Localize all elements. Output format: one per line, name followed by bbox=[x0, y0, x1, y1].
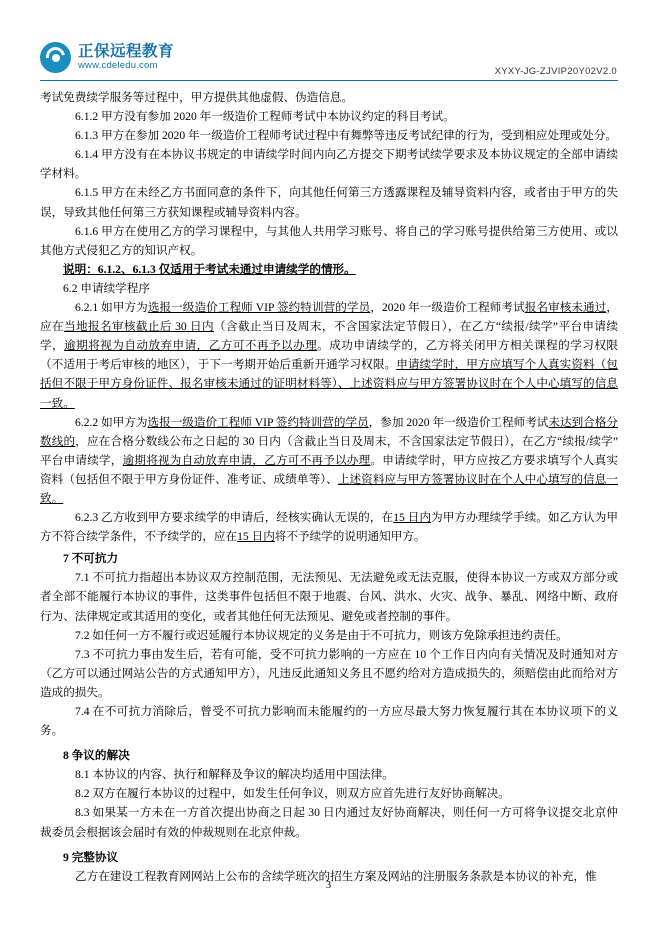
brand-logo bbox=[40, 42, 174, 73]
brand-name: 正保远程教育 bbox=[78, 42, 175, 60]
heading-6-2: 6.2 申请续学程序 bbox=[63, 281, 150, 295]
brand-logo-text bbox=[78, 44, 174, 71]
clause-note: 说明：6.1.2、6.1.3 仅适用于考试未通过申请续学的情形。 bbox=[63, 262, 356, 276]
heading-7: 7 不可抗力 bbox=[63, 552, 119, 566]
clause-9-body: 乙方在建设工程教育网网站上公布的含续学班次的招生方案及网站的注册服务条款是本协议的补充，惟 bbox=[75, 869, 597, 883]
clause-8-3: 8.3 如果某一方未在一方首次提出协商之日起 30 日内通过友好协商解决，则任何一方可将争议提交北京仲裁委员会根据该会届时有效的仲裁规则在北京仲裁。 bbox=[40, 806, 618, 839]
clause-8-1: 8.1 本协议的内容、执行和解释及争议的解决均适用中国法律。 bbox=[75, 768, 394, 782]
clause-6-2-3-part2: 为甲方办理续学手续。如乙方认为甲方不符合续学条件，不予续学的，应在 bbox=[40, 511, 618, 544]
document-code: XYXY-JG-ZJVIP20Y02V2.0 bbox=[494, 66, 617, 77]
page-header bbox=[0, 0, 657, 88]
clause-6-2-1-underline2: 报名审核未通过 bbox=[524, 301, 607, 315]
clause-7-2: 7.2 如任何一方不履行或迟延履行本协议规定的义务是由于不可抗力，则该方免除承担违约责任。 bbox=[75, 628, 568, 642]
heading-9: 9 完整协议 bbox=[63, 850, 119, 864]
clause-6-1-2: 6.1.2 甲方没有参加 2020 年一级造价工程师考试中本协议约定的科目考试。 bbox=[75, 110, 455, 124]
clause-6-2-1-underline4: 逾期将视为自动放弃申请，乙方可不再予以办理 bbox=[64, 339, 318, 353]
clause-6-2-1-underline3: 当地报名审核截止后 30 日内 bbox=[63, 320, 214, 334]
document-body bbox=[40, 88, 618, 886]
clause-6-2-1-underline5: 申请续学时，甲方应填写个人真实资料（包括但不限于甲方身份证件、报名审核未通过的证明材料等）、上述资料应与甲方签署协议时在个人中心填写的信息一致。 bbox=[40, 358, 618, 410]
clause-6-2-1-part1: 6.2.1 如甲方为 bbox=[75, 301, 148, 315]
paragraph-continuation: 考试免费续学服务等过程中，甲方提供其他虚假、伪造信息。 bbox=[40, 91, 354, 104]
clause-7-1: 7.1 不可抗力指超出本协议双方控制范围，无法预见、无法避免或无法克服，使得本协议一方或双方部分或者全部不能履行本协议的事件，这类事件包括但不限于地震、台风、洪水、火灾、战争、暴乱、网络中断、政府行为、法律规定或其适用的变化，或者其他任何无法预见、避免或者控制的事件。 bbox=[40, 571, 618, 623]
clause-6-2-3-underline1: 15 日内 bbox=[393, 511, 432, 525]
clause-6-2-1-part4: （含截止当日及周末，不含国家法定节假日），在乙方“续报/续学”平台申请续学， bbox=[40, 320, 618, 353]
brand-website: www.cdeledu.com bbox=[78, 60, 158, 72]
clause-6-1-5: 6.1.5 甲方在未经乙方书面同意的条件下，向其他任何第三方透露课程及辅导资料内容，或者由于甲方的失误，导致其他任何第三方获知课程或辅导资料内容。 bbox=[40, 186, 618, 219]
clause-6-2-2-underline2: 未达到合格分数线的 bbox=[40, 415, 618, 448]
clause-6-2-2-part1: 6.2.2 如甲方为 bbox=[75, 415, 148, 429]
clause-6-1-3: 6.1.3 甲方在参加 2020 年一级造价工程师考试过程中有舞弊等违反考试纪律的行为，受到相应处理或处分。 bbox=[75, 129, 618, 143]
clause-6-2-1-part2: ，2020 年一级造价工程师考试 bbox=[370, 301, 525, 315]
clause-7-3: 7.3 不可抗力事由发生后，若有可能，受不可抗力影响的一方应在 10 个工作日内向有关情况及时通知对方（乙方可以通过网站公告的方式通知甲方），凡违反此通知义务且不愿约给对方造成损失的，须赔偿由此而给对方造成的损失。 bbox=[40, 647, 618, 699]
clause-6-2-3-part3: 将不予续学的说明通知甲方。 bbox=[274, 530, 426, 544]
clause-7-4: 7.4 在不可抗力消除后，曾受不可抗力影响而未能履约的一方应尽最大努力恢复履行其在本协议项下的义务。 bbox=[40, 705, 618, 738]
clause-6-1-4: 6.1.4 甲方没有在本协议书规定的申请续学时间内向乙方提交下期考试续学要求及本协议规定的全部申请续学材料。 bbox=[40, 148, 618, 181]
heading-8: 8 争议的解决 bbox=[63, 749, 130, 763]
clause-6-2-2-underline1: 选报一级造价工程师 VIP 签约特训营的学员 bbox=[147, 415, 369, 429]
clause-6-2-1-part3: ，应在 bbox=[40, 301, 618, 334]
clause-6-2-2-part2: ，参加 2020 年一级造价工程师考试 bbox=[368, 415, 549, 429]
clause-6-2-1-underline1: 选报一级造价工程师 VIP 签约特训营的学员 bbox=[147, 301, 371, 315]
clause-6-2-2-underline3: 逾期将视为自动放弃申请，乙方可不再予以办理 bbox=[122, 453, 371, 467]
clause-6-2-3-part1: 6.2.3 乙方收到甲方要求续学的申请后，经核实确认无误的，在 bbox=[75, 511, 394, 525]
clause-6-1-6: 6.1.6 甲方在使用乙方的学习课程中，与其他人共用学习账号、将自己的学习账号提供给第三方使用、或以其他方式侵犯乙方的知识产权。 bbox=[40, 224, 618, 257]
clause-6-2-2-underline4: 上述资料应与甲方签署协议时在个人中心填写的信息一致。 bbox=[40, 472, 618, 505]
clause-6-2-2 bbox=[40, 413, 618, 508]
clause-6-2-2-part3: ，应在合格分数线公布之日起的 30 日内（含截止当日及周末，不含国家法定节假日），在乙方“续报/续学”平台申请续学， bbox=[40, 434, 618, 467]
clause-6-2-3 bbox=[40, 508, 618, 546]
clause-6-2-1-part5: 。成功申请续学的，乙方将关闭甲方相关课程的学习权限（不适用于考后审核的地区），于下一考期开始后重新开通学习权限。 bbox=[40, 339, 618, 372]
circular-swirl-logo-icon bbox=[40, 42, 71, 73]
page-number: 3 bbox=[325, 880, 332, 891]
clause-6-2-2-part4: 。申请续学时，甲方应按乙方要求填写个人真实资料（包括但不限于甲方身份证件、准考证、成绩单等）、 bbox=[40, 453, 618, 486]
clause-6-2-1 bbox=[40, 298, 618, 413]
clause-8-2: 8.2 双方在履行本协议的过程中，如发生任何争议，则双方应首先进行友好协商解决。 bbox=[75, 787, 510, 801]
header-divider bbox=[40, 80, 618, 81]
clause-6-2-3-underline2: 15 日内 bbox=[237, 530, 275, 544]
